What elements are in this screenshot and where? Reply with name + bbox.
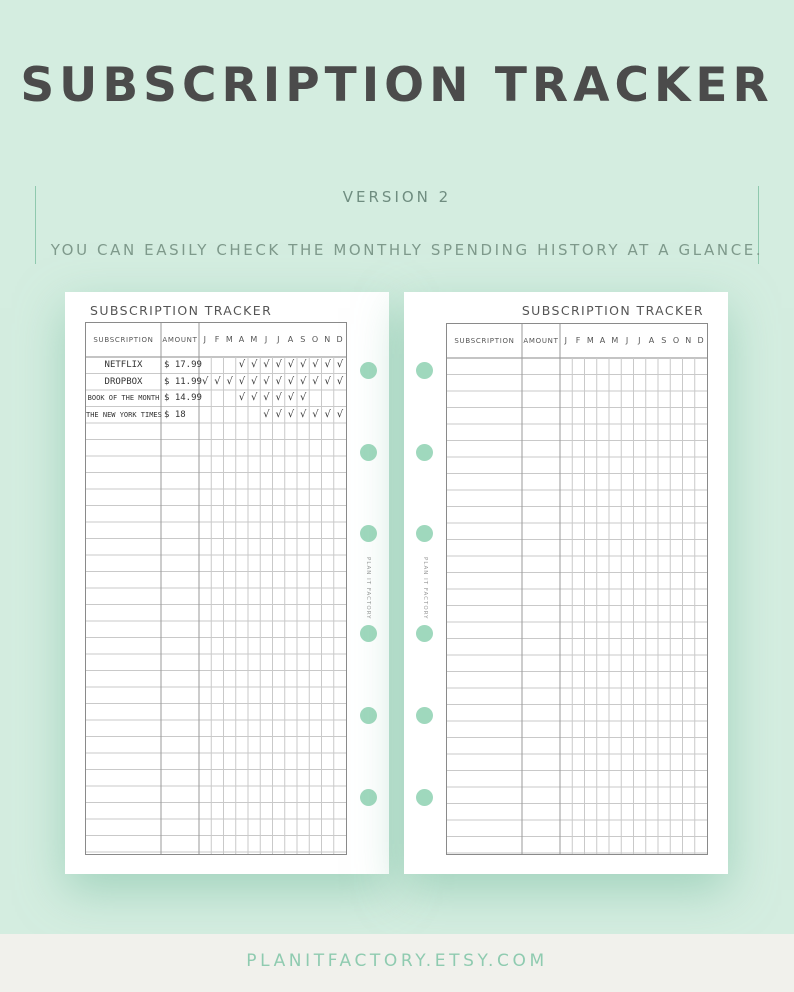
check-mark: √ bbox=[336, 359, 344, 370]
check-mark: √ bbox=[201, 375, 209, 387]
check-mark: √ bbox=[238, 359, 246, 370]
check-mark: √ bbox=[324, 408, 331, 420]
punch-hole bbox=[416, 525, 433, 542]
col-header-month: M bbox=[611, 336, 619, 345]
check-mark: √ bbox=[250, 392, 258, 403]
version-label: VERSION 2 bbox=[342, 188, 452, 206]
check-mark: √ bbox=[250, 375, 258, 387]
col-header-amount: AMOUNT bbox=[162, 336, 198, 344]
entry-amount: $ 11.99 bbox=[164, 376, 202, 387]
punch-hole bbox=[360, 707, 377, 724]
col-header-month: J bbox=[264, 335, 268, 344]
check-mark: √ bbox=[287, 359, 295, 370]
col-header-month: J bbox=[203, 335, 207, 344]
check-mark: √ bbox=[312, 408, 319, 420]
tracker-grid bbox=[85, 322, 347, 855]
check-mark: √ bbox=[299, 359, 307, 370]
check-mark: √ bbox=[275, 375, 282, 387]
col-header-month: A bbox=[599, 336, 606, 345]
col-header-month: D bbox=[697, 336, 705, 345]
check-mark: √ bbox=[299, 392, 307, 403]
check-mark: √ bbox=[263, 408, 270, 420]
entry-name: NETFLIX bbox=[104, 360, 143, 370]
brand-label: PLAN IT FACTORY bbox=[365, 557, 371, 620]
grid-lines bbox=[447, 324, 707, 855]
col-header-month: J bbox=[638, 336, 642, 345]
check-mark: √ bbox=[263, 359, 270, 370]
punch-hole bbox=[416, 362, 433, 379]
punch-hole bbox=[416, 789, 433, 806]
col-header-month: A bbox=[287, 335, 294, 344]
check-mark: √ bbox=[312, 375, 319, 387]
col-header-month: O bbox=[672, 336, 680, 345]
tracker-grid bbox=[446, 323, 708, 855]
check-mark: √ bbox=[263, 392, 270, 403]
check-mark: √ bbox=[324, 375, 331, 387]
brand-label: PLAN IT FACTORY bbox=[422, 557, 428, 620]
check-mark: √ bbox=[287, 375, 295, 387]
col-header-month: S bbox=[661, 336, 668, 345]
planner-page-blank bbox=[404, 292, 728, 874]
entry-name: DROPBOX bbox=[104, 376, 143, 387]
page-title: SUBSCRIPTION TRACKER bbox=[90, 303, 273, 318]
check-mark: √ bbox=[238, 392, 246, 403]
check-mark: √ bbox=[312, 359, 319, 370]
footer-url: PLANITFACTORY.ETSY.COM bbox=[246, 951, 548, 971]
entry-amount: $ 14.99 bbox=[164, 393, 202, 403]
check-mark: √ bbox=[250, 359, 258, 370]
col-header-month: N bbox=[324, 335, 331, 344]
entry-amount: $ 17.99 bbox=[164, 360, 202, 370]
check-mark: √ bbox=[287, 392, 295, 403]
check-mark: √ bbox=[214, 375, 221, 387]
page-title: SUBSCRIPTION TRACKER bbox=[521, 303, 704, 318]
col-header-subscription: SUBSCRIPTION bbox=[454, 337, 515, 345]
check-mark: √ bbox=[238, 375, 246, 387]
check-mark: √ bbox=[275, 392, 282, 403]
subtitle-text: YOU CAN EASILY CHECK THE MONTHLY SPENDING HISTORY AT A GLANCE. bbox=[50, 241, 764, 259]
entry-name: BOOK OF THE MONTH bbox=[87, 394, 160, 402]
main-title: SUBSCRIPTION TRACKER bbox=[20, 58, 774, 113]
col-header-month: S bbox=[300, 335, 307, 344]
col-header-month: O bbox=[311, 335, 319, 344]
entry-amount: $ 18 bbox=[164, 409, 186, 420]
planner-page-filled bbox=[65, 292, 389, 874]
col-header-month: J bbox=[564, 336, 568, 345]
col-header-month: M bbox=[586, 336, 595, 345]
check-mark: √ bbox=[263, 375, 270, 387]
check-mark: √ bbox=[324, 359, 331, 370]
col-header-subscription: SUBSCRIPTION bbox=[93, 336, 154, 344]
col-header-month: A bbox=[648, 336, 655, 345]
check-mark: √ bbox=[336, 408, 344, 420]
col-header-month: N bbox=[685, 336, 692, 345]
col-header-month: M bbox=[225, 335, 234, 344]
punch-hole bbox=[416, 707, 433, 724]
col-header-month: F bbox=[575, 336, 582, 345]
col-header-month: F bbox=[214, 335, 221, 344]
col-header-month: J bbox=[625, 336, 629, 345]
col-header-month: J bbox=[277, 335, 281, 344]
punch-hole bbox=[360, 525, 377, 542]
punch-hole bbox=[416, 444, 433, 461]
check-mark: √ bbox=[287, 408, 295, 420]
punch-hole bbox=[360, 362, 377, 379]
check-mark: √ bbox=[275, 359, 282, 370]
col-header-month: M bbox=[250, 335, 258, 344]
col-header-month: D bbox=[336, 335, 344, 344]
punch-hole bbox=[360, 789, 377, 806]
col-header-amount: AMOUNT bbox=[523, 337, 559, 345]
entry-name: THE NEW YORK TIMES bbox=[86, 410, 162, 419]
punch-hole bbox=[416, 625, 433, 642]
check-mark: √ bbox=[226, 375, 233, 387]
check-mark: √ bbox=[275, 408, 282, 420]
punch-hole bbox=[360, 625, 377, 642]
check-mark: √ bbox=[299, 408, 307, 420]
check-mark: √ bbox=[299, 375, 307, 387]
check-mark: √ bbox=[336, 375, 344, 387]
col-header-month: A bbox=[238, 335, 245, 344]
punch-hole bbox=[360, 444, 377, 461]
